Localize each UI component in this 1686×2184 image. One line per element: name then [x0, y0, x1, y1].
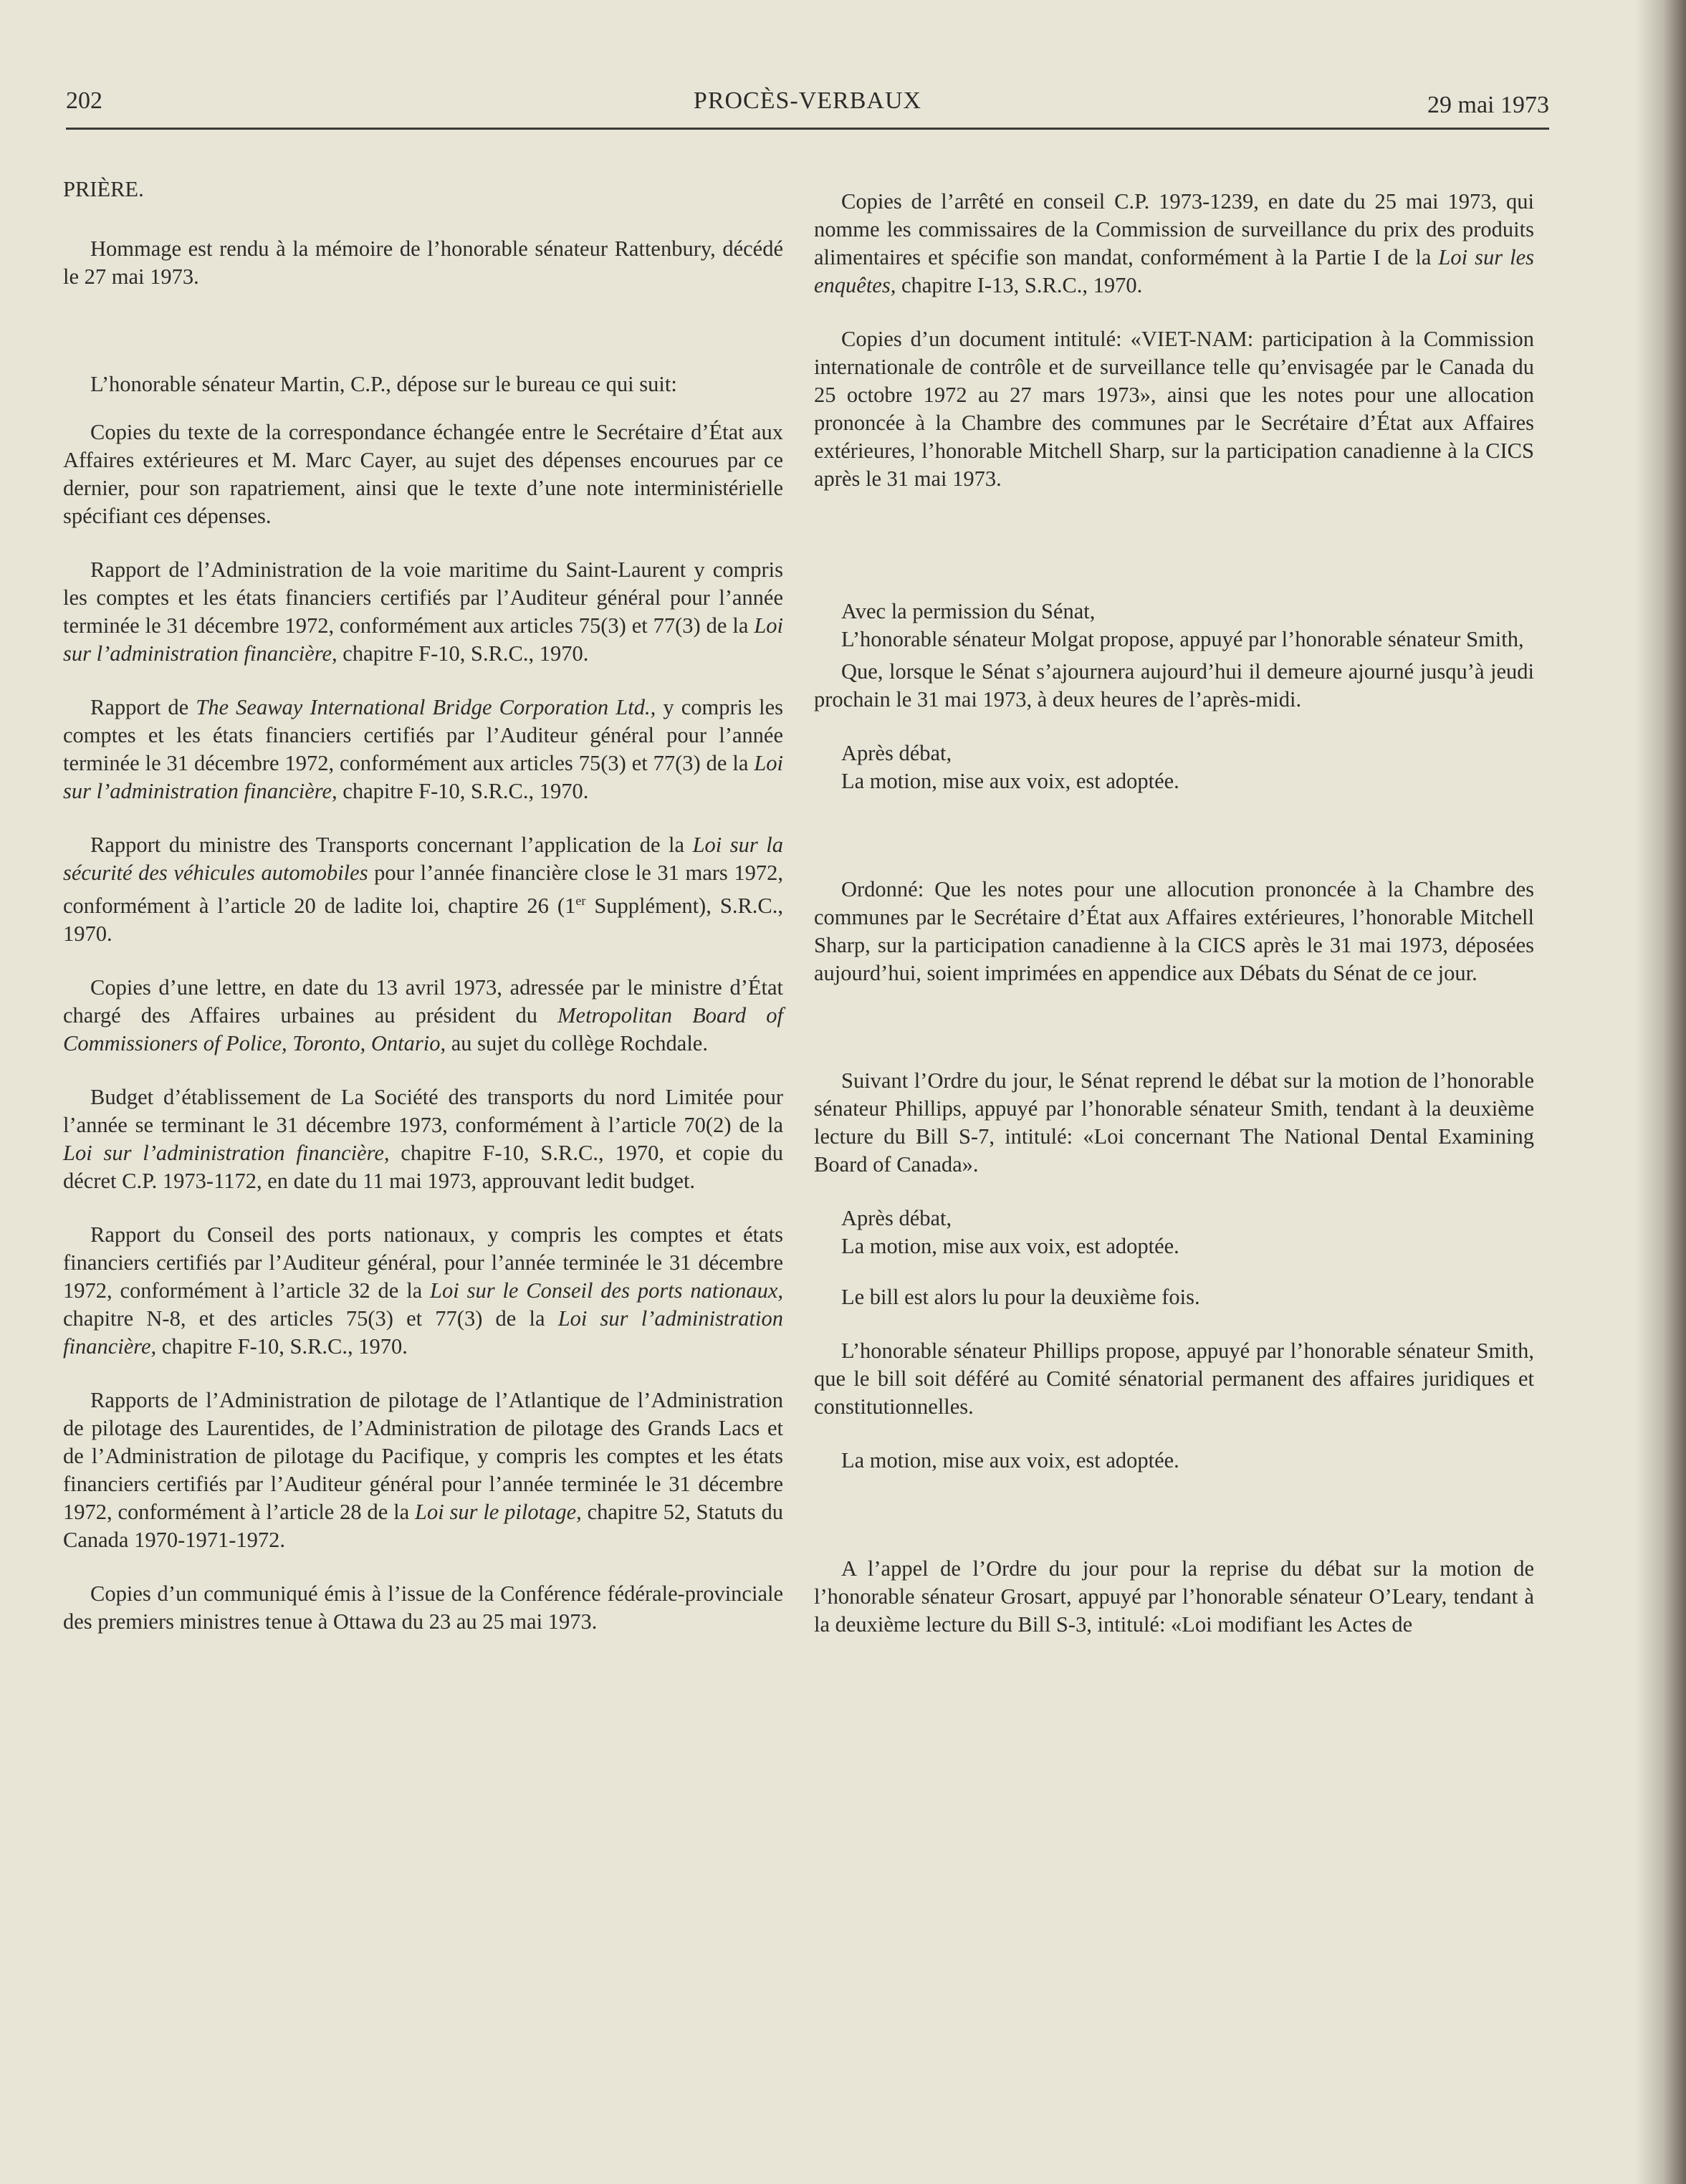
doc-bridge-corporation-report: Rapport de The Seaway International Bridge Corporation Ltd., y compris les comptes et les états financiers certifiés par l’Auditeur général pour l’année terminée le 31 décembre 1972, conformément aux articles 75(3) et 77(3) de la Loi sur l’administration financière, chapitre F-10, S.R.C., 1970.	[63, 695, 783, 803]
tribute-paragraph: Hommage est rendu à la mémoire de l’honorable sénateur Rattenbury, décédé le 27 mai 1973.	[63, 236, 783, 289]
doc-conference-communique: Copies d’un communiqué émis à l’issue de la Conférence fédérale-provinciale des premiers ministres tenue à Ottawa du 23 au 25 mai 1973.	[63, 1581, 783, 1634]
page-edge-shadow	[1636, 0, 1686, 2184]
ordered-paragraph: Ordonné: Que les notes pour une allocution prononcée à la Chambre des communes par le Secrétaire d’État aux Affaires extérieures, l’honorable Mitchell Sharp, sur la participation canadienne à la CICS après le 31 mai 1973, déposées aujourd’hui, soient imprimées en appendice aux Débats du Sénat de ce jour.	[814, 877, 1534, 985]
doc-pilotage-reports: Rapports de l’Administration de pilotage de l’Atlantique de l’Administration de pilotage des Laurentides, de l’Administration de pilotage des Grands Lacs et de l’Administration de pilotage du Pacifique, y compris les comptes et les états financiers certifiés par l’Auditeur général pour l’année terminée le 31 décembre 1972, conformément à l’article 28 de la Loi sur le pilotage, chapitre 52, Statuts du Canada 1970-1971-1972.	[63, 1388, 783, 1553]
page-header	[66, 85, 1549, 130]
permission-line: Avec la permission du Sénat,	[841, 599, 1096, 623]
header-date: 29 mai 1973	[1427, 92, 1549, 118]
motion-adopted-1: La motion, mise aux voix, est adoptée.	[841, 769, 1179, 793]
adjournment-text: Que, lorsque le Sénat s’ajournera aujourd’hui il demeure ajourné jusqu’à jeudi prochain le 31 mai 1973, à deux heures de l’après-midi.	[814, 659, 1534, 712]
second-reading: Le bill est alors lu pour la deuxième fois.	[841, 1285, 1200, 1309]
molgat-motion: L’honorable sénateur Molgat propose, appuyé par l’honorable sénateur Smith,	[841, 627, 1524, 651]
doc-northern-transport-budget: Budget d’établissement de La Société des transports du nord Limitée pour l’année se terminant le 31 décembre 1973, conformément à l’article 70(2) de la Loi sur l’administration financière, chapitre F-10, S.R.C., 1970, et copie du décret C.P. 1973-1172, en date du 11 mai 1973, approuvant ledit budget.	[63, 1085, 784, 1194]
after-debate-2: Après débat,	[841, 1206, 952, 1230]
referral-motion: L’honorable sénateur Phillips propose, appuyé par l’honorable sénateur Smith, que le bill soit déféré au Comité sénatorial permanent des affaires juridiques et constitutionnelles.	[814, 1338, 1534, 1419]
doc-rochdale-letter: Copies d’une lettre, en date du 13 avril 1973, adressée par le ministre d’État chargé des Affaires urbaines au président du Metropolitan Board of Commissioners of Police, Toronto, Ontario, au sujet du collège Rochdale.	[63, 975, 784, 1056]
doc-viet-nam: Copies d’un document intitulé: «VIET-NAM: participation à la Commission internationale de contrôle et de surveillance telle qu’envisagée par le Canada du 25 octobre 1972 au 27 mars 1973», ainsi que les notes pour une allocation prononcée à la Chambre des communes par le Secrétaire d’État aux Affaires extérieures, l’honorable Mitchell Sharp, sur la participation canadienne à la CICS après le 31 mai 1973.	[814, 327, 1534, 491]
after-debate-1: Après débat,	[841, 741, 952, 765]
running-title: PROCÈS-VERBAUX	[693, 87, 922, 114]
prayer-heading: PRIÈRE.	[63, 177, 144, 201]
doc-seaway-report: Rapport de l’Administration de la voie maritime du Saint-Laurent y compris les comptes et les états financiers certifiés par l’Auditeur général pour l’année terminée le 31 décembre 1972, conformément aux articles 75(3) et 77(3) de la Loi sur l’administration financière, chapitre F-10, S.R.C., 1970.	[63, 557, 783, 666]
doc-correspondence: Copies du texte de la correspondance échangée entre le Secrétaire d’État aux Affaires extérieures et M. Marc Cayer, au sujet des dépenses encourues par ce dernier, pour son rapatriement, ainsi que le texte d’une note interministérielle spécifiant ces dépenses.	[63, 420, 783, 528]
right-column	[814, 188, 1534, 1665]
motion-adopted-3: La motion, mise aux voix, est adoptée.	[841, 1448, 1179, 1472]
motion-adopted-2: La motion, mise aux voix, est adoptée.	[841, 1234, 1179, 1258]
tabling-intro: L’honorable sénateur Martin, C.P., dépose sur le bureau ce qui suit:	[90, 372, 677, 396]
page-number: 202	[66, 87, 102, 114]
doc-harbours-board-report: Rapport du Conseil des ports nationaux, y compris les comptes et états financiers certifiés par l’Auditeur général, pour l’année terminée le 31 décembre 1972, conformément à l’article 32 de la Loi sur le Conseil des ports nationaux, chapitre N-8, et des articles 75(3) et 77(3) de la Loi sur l’administration financière, chapitre F-10, S.R.C., 1970.	[63, 1222, 783, 1359]
order-of-day-s7: Suivant l’Ordre du jour, le Sénat reprend le débat sur la motion de l’honorable sénateur Phillips, appuyé par l’honorable sénateur Smith, tendant à la deuxième lecture du Bill S-7, intitulé: «Loi concernant The National Dental Examining Board of Canada».	[814, 1068, 1534, 1177]
doc-order-in-council: Copies de l’arrêté en conseil C.P. 1973-1239, en date du 25 mai 1973, qui nomme les commissaires de la Commission de surveillance du prix des produits alimentaires et spécifie son mandat, conformément à la Partie I de la Loi sur les enquêtes, chapitre I-13, S.R.C., 1970.	[814, 189, 1535, 297]
left-column	[63, 176, 783, 1662]
order-of-day-s3: A l’appel de l’Ordre du jour pour la reprise du débat sur la motion de l’honorable sénateur Grosart, appuyé par l’honorable sénateur O’Leary, tendant à la deuxième lecture du Bill S-3, intitulé: «Loi modifiant les Actes de	[814, 1556, 1534, 1637]
doc-transport-report: Rapport du ministre des Transports concernant l’application de la Loi sur la sécurité des véhicules automobiles pour l’année financière close le 31 mars 1972, conformément à l’article 20 de ladite loi, chaptire 26 (1er Supplément), S.R.C., 1970.	[63, 833, 784, 947]
